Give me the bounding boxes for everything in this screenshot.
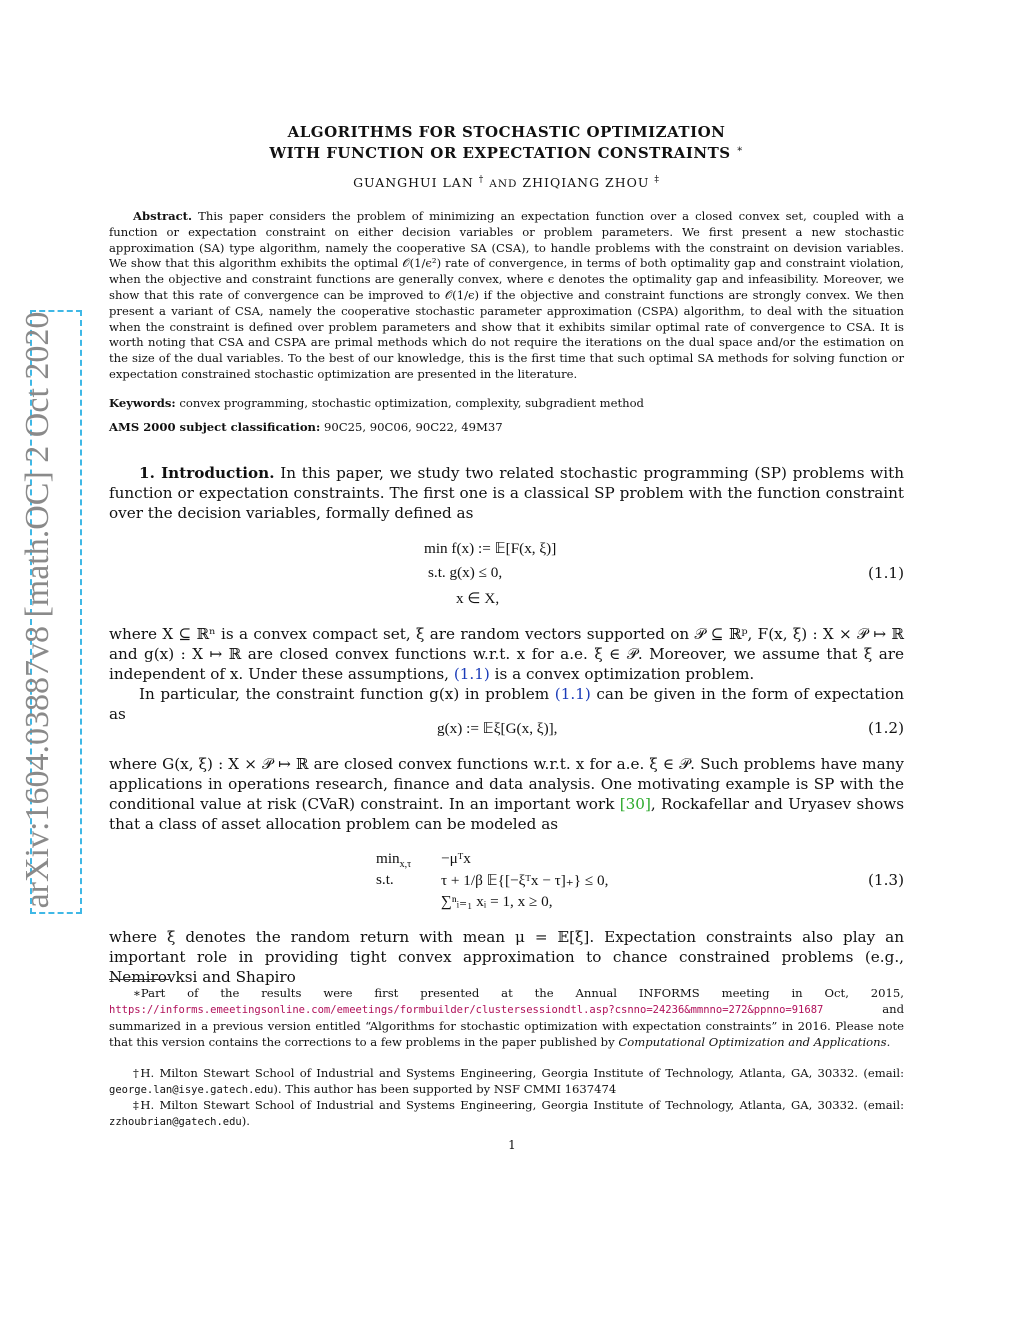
ams-codes: 90C25, 90C06, 90C22, 49M37 xyxy=(323,420,503,434)
title-footnote-mark[interactable]: ∗ xyxy=(736,144,744,155)
eq-1-2-number: (1.2) xyxy=(867,719,904,737)
abstract xyxy=(109,209,904,383)
eq-ref-1-1[interactable]: (1.1) xyxy=(453,665,490,683)
footnote-1-more: and summarized in a previous version entitled “Algorithms for stochastic optimization with expectation constraints” in 2016. Please note that this version contains the corrections to a few problems in the paper published by xyxy=(109,1002,904,1049)
section-heading: 1. Introduction. xyxy=(139,464,275,482)
intro-p2-text: where X ⊆ ℝⁿ is a convex compact set, ξ are random vectors supported on 𝒫 ⊆ ℝᵖ, F(x, ξ) : X × 𝒫 ↦ ℝ and g(x) : X ↦ ℝ are closed convex functions w.r.t. x for a.e. ξ ∈ 𝒫. Moreover, we assume that ξ are independent of x. Under these assumptions, xyxy=(109,625,904,683)
author-line xyxy=(110,175,903,190)
footnote-1-text: ∗Part of the results were first presented at the Annual INFORMS meeting in Oct, 2015, xyxy=(133,986,904,1000)
intro-p4-tail: , Rockafellar and Uryasev shows that a class of asset allocation problem can be modeled as xyxy=(109,795,905,833)
eq-1-3-number: (1.3) xyxy=(867,871,904,889)
eq-ref-1-1-b[interactable]: (1.1) xyxy=(554,685,591,703)
keywords-label: Keywords: xyxy=(109,396,176,410)
intro-paragraph-3 xyxy=(109,684,904,724)
eq-1-3-st: s.t. xyxy=(376,871,394,888)
footnote-2-tail: ). This author has been supported by NSF CMMI 1637474 xyxy=(273,1082,617,1096)
intro-paragraph-2 xyxy=(109,624,904,684)
eq-1-2: g(x) := 𝔼ξ[G(x, ξ)], xyxy=(437,720,558,737)
intro-p3-tail: can be given in the form of expectation as xyxy=(109,685,905,723)
eq-1-1-line-3: x ∈ X, xyxy=(456,590,500,607)
citation-30[interactable]: [30] xyxy=(619,795,651,813)
keywords-text: convex programming, stochastic optimization, complexity, subgradient method xyxy=(179,396,644,410)
author-2-mark[interactable]: ‡ xyxy=(654,175,660,185)
author-1: GUANGHUI LAN xyxy=(353,175,474,191)
ams-label: AMS 2000 subject classification: xyxy=(109,420,321,434)
intro-p2-tail: is a convex optimization problem. xyxy=(494,665,755,683)
intro-paragraph-4 xyxy=(109,754,904,834)
footnote-3-tail: ). xyxy=(241,1114,250,1128)
abstract-text: This paper considers the problem of minimizing an expectation function over a closed convex set, coupled with a function or expectation constraint on either decision variables or problem parameters. We first present a new stochastic approximation (SA) type algorithm, namely the cooperative SA (CSA), to handle problems with the constraint on devision variables. We show that this algorithm exhibits the optimal 𝒪(1/ϵ²) rate of convergence, in terms of both optimality gap and constraint violation, when the objective and constraint functions are generally convex, where ϵ denotes the optimality gap and infeasibility. Moreover, we show that this rate of convergence can be improved to 𝒪(1/ϵ) if the objective and constraint functions are strongly convex. We then present a variant of CSA, namely the cooperative stochastic parameter approximation (CSPA) algorithm, to deal with the situation when the constraint is defined over problem parameters and show that it exhibits similar optimal rate of convergence to CSA. It is worth noting that CSA and CSPA are primal methods which do not require the iterations on the dual space and/or the estimation on the size of the dual variables. To the best of our knowledge, this is the first time that such optimal SA methods for solving function or expectation constrained stochastic optimization are presented in the literature. xyxy=(109,209,904,381)
footnote-1-journal: Computational Optimization and Applications. xyxy=(618,1035,891,1049)
eq-1-1-line-2: s.t. g(x) ≤ 0, xyxy=(428,564,503,581)
footnote-2-email[interactable]: george.lan@isye.gatech.edu xyxy=(109,1084,274,1096)
footnote-1-url[interactable]: https://informs.emeetingsonline.com/emeetings/formbuilder/clustersessiondtl.asp?csnno=24236&mmnno=272&ppnno=91687 xyxy=(109,1004,824,1016)
intro-p4-head: where G(x, ξ) : X × 𝒫 ↦ ℝ are closed convex functions w.r.t. x for a.e. ξ ∈ 𝒫. Such problems have many applications in operations research, finance and data analysis. One motivating example is SP with the conditional value at risk (CVaR) constraint. In an important work xyxy=(109,755,904,813)
abstract-label: Abstract. xyxy=(133,209,193,223)
footnote-2-text: †H. Milton Stewart School of Industrial and Systems Engineering, Georgia Institute of Technology, Atlanta, GA, 30332. (email: xyxy=(133,1066,904,1080)
intro-paragraph-5: where ξ denotes the random return with mean μ = 𝔼[ξ]. Expectation constraints also play an important role in providing tight convex approximation to chance constrained problems (e.g., Nemirovksi and Shapiro xyxy=(109,928,904,986)
footnote-divider xyxy=(109,979,169,980)
eq-1-3-min xyxy=(376,850,411,870)
footnote-3-email[interactable]: zzhoubrian@gatech.edu xyxy=(109,1116,242,1128)
keywords xyxy=(109,396,904,412)
paper-title-line-1: ALGORITHMS FOR STOCHASTIC OPTIMIZATION xyxy=(287,123,726,141)
arxiv-identifier[interactable]: arXiv:1604.03887v8 [math.OC] 2 Oct 2020 xyxy=(19,311,56,909)
arxiv-stamp xyxy=(8,310,68,920)
eq-1-3-objective: −μᵀx xyxy=(441,850,471,867)
paper-title-line-2 xyxy=(110,144,903,162)
intro-paragraph-1 xyxy=(109,463,904,523)
author-1-mark[interactable]: † xyxy=(478,175,485,185)
intro-p3-head: In particular, the constraint function g(x) in problem xyxy=(139,685,550,703)
eq-1-3-min-op: min xyxy=(376,850,400,867)
eq-1-3-min-sub: x,τ xyxy=(399,859,412,871)
footnote-2 xyxy=(109,1065,904,1098)
footnote-1 xyxy=(109,985,904,1050)
eq-1-3-constraint-2: ∑ⁿᵢ₌₁ xᵢ = 1, x ≥ 0, xyxy=(441,893,553,910)
ams-classification xyxy=(109,420,904,436)
footnote-3 xyxy=(109,1097,904,1130)
author-2: ZHIQIANG ZHOU xyxy=(522,175,650,191)
eq-1-1-line-1: min f(x) := 𝔼[F(x, ξ)] xyxy=(424,540,557,557)
page-number: 1 xyxy=(508,1138,516,1152)
paper-title-line-2-text: WITH FUNCTION OR EXPECTATION CONSTRAINTS xyxy=(269,144,731,162)
eq-1-3-constraint-1: τ + 1/β 𝔼{[−ξᵀx − τ]₊} ≤ 0, xyxy=(441,872,609,889)
eq-1-1-number: (1.1) xyxy=(867,564,904,582)
author-and: AND xyxy=(489,178,518,191)
footnote-3-text: ‡H. Milton Stewart School of Industrial and Systems Engineering, Georgia Institute of Technology, Atlanta, GA, 30332. (email: xyxy=(133,1098,904,1112)
intro-p1-text: In this paper, we study two related stochastic programming (SP) problems with function or expectation constraints. The first one is a classical SP problem with the function constraint over the decision variables, formally defined as xyxy=(109,464,904,522)
